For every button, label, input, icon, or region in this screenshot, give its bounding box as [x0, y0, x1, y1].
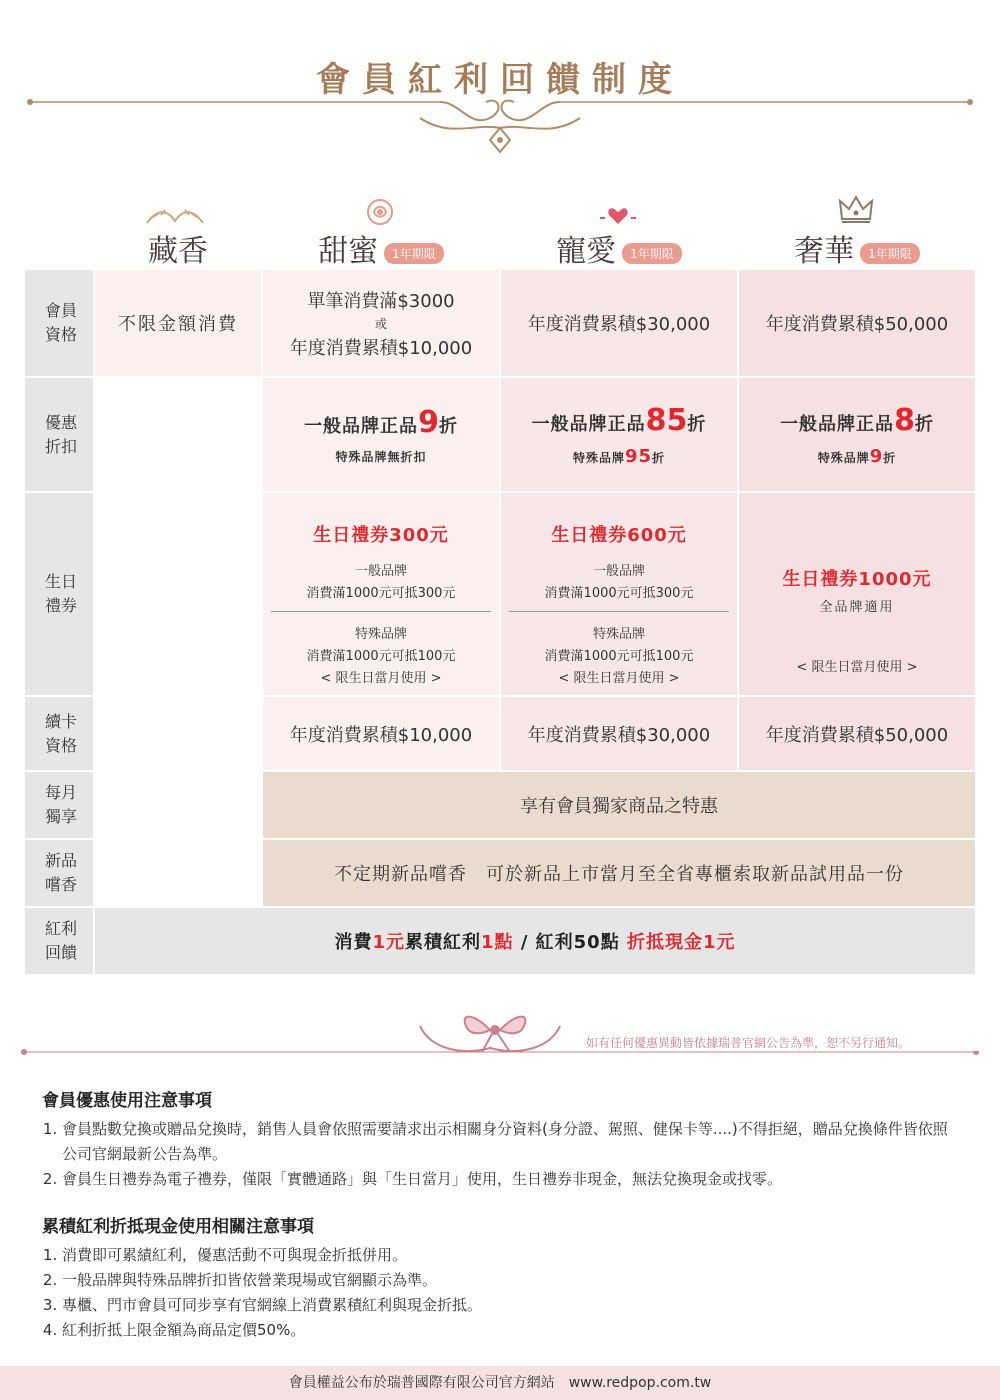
- birthday-tier3: [739, 493, 975, 695]
- cell-text: 折: [652, 450, 666, 465]
- period-badge: 1年期限: [860, 243, 920, 264]
- footer: [0, 1366, 1000, 1400]
- discount-number: 95: [624, 445, 653, 467]
- cell-text: 消費滿1000元可抵100元: [306, 649, 456, 664]
- list-item: 2. 會員生日禮券為電子禮券，僅限「實體通路」與「生日當月」使用，生日禮券非現金，無法兌換現金或找零。: [62, 1167, 962, 1192]
- or-text: 或: [374, 316, 387, 331]
- list-item: 1. 會員點數兌換或贈品兌換時，銷售人員會依照需要請求出示相關身分資料(身分證、駕照、健保卡等....)不得拒絕，贈品兌換條件皆依照公司官網最新公告為準。: [62, 1117, 962, 1167]
- tier-label: 寵愛: [556, 234, 617, 269]
- row-label-text: 續卡資格: [44, 711, 77, 755]
- cell-text: 年度消費累積$10,000: [289, 724, 473, 746]
- notes-section-1: [42, 1086, 962, 1192]
- cell-text: 一般品牌正品: [780, 413, 895, 435]
- title-ornament: [20, 88, 980, 168]
- cell-text: 折: [438, 415, 458, 437]
- row-label-bonus: [25, 908, 93, 974]
- tier-label: 藏香: [148, 234, 208, 269]
- cell-text: 累積紅利: [405, 932, 482, 953]
- heart-icon: [598, 204, 638, 228]
- monthly-exclusive: [263, 772, 975, 838]
- row-label-monthly: [25, 772, 93, 838]
- cell-text: 年度消費累積$50,000: [765, 314, 949, 335]
- discount-sub: [818, 446, 897, 467]
- discount-tier2: [501, 378, 737, 491]
- cell-text: 年度消費累積$30,000: [527, 314, 711, 335]
- discount-number: 9: [869, 445, 884, 467]
- cell-text: 折: [883, 450, 897, 465]
- new-product-trial: [263, 840, 975, 906]
- row-label-text: 生日禮券: [44, 572, 77, 615]
- cell-text: < 限生日當月使用 >: [558, 671, 680, 686]
- cell-text: 一般品牌: [354, 564, 407, 579]
- renewal-tier1: [263, 697, 499, 770]
- cell-text: 折: [914, 413, 934, 435]
- rose-icon: [366, 198, 394, 226]
- membership-tier2: [501, 270, 737, 376]
- discount-sub: [573, 446, 665, 467]
- row-label-text: 新品嚐香: [44, 851, 77, 894]
- cell-text: 消費: [334, 932, 373, 953]
- footer-text: 會員權益公布於瑞普國際有限公司官方網站 www.redpop.com.tw: [288, 1375, 712, 1391]
- period-badge: 1年期限: [384, 243, 444, 264]
- page-title: 會員紅利回饋制度: [316, 60, 684, 100]
- cell-text: 一般品牌正品: [304, 415, 419, 437]
- birthday-tier2: [501, 493, 737, 695]
- cell-text: / 紅利50點: [513, 932, 620, 953]
- membership-tier0: [95, 270, 261, 376]
- cell-text: 全品牌適用: [819, 600, 895, 615]
- cell-text: 不限金額消費: [118, 314, 238, 335]
- tier-name-1: [263, 226, 499, 270]
- discount-tier3: [739, 378, 975, 491]
- tier-label: 甜蜜: [318, 234, 379, 269]
- cell-text: 消費滿1000元可抵100元: [544, 649, 694, 664]
- cell-text: 年度消費累積$50,000: [765, 724, 949, 746]
- birthday-voucher-title: 生日禮券300元: [313, 525, 449, 546]
- notes-title: 累積紅利折抵現金使用相關注意事項: [42, 1217, 314, 1237]
- tier-label: 奢華: [794, 234, 855, 269]
- period-badge: 1年期限: [622, 243, 682, 264]
- cell-text: < 限生日當月使用 >: [320, 671, 442, 686]
- highlight-text: 1元: [372, 932, 406, 953]
- cell-text: 一般品牌: [592, 564, 645, 579]
- birthday-voucher-title: 生日禮券1000元: [782, 569, 932, 590]
- crown-icon: [838, 193, 874, 225]
- birthday-tier1: [263, 493, 499, 695]
- row-label-discount: [25, 378, 93, 491]
- highlight-text: 1點: [481, 932, 514, 953]
- cell-text: 特殊品牌: [572, 450, 625, 465]
- wheat-icon: [145, 205, 205, 227]
- list-item: 1. 消費即可累績紅利，優惠活動不可與現金折抵併用。: [62, 1243, 962, 1268]
- notes-section-2: [42, 1212, 962, 1343]
- row-label-newproduct: [25, 840, 93, 906]
- row-label-text: 優惠折扣: [44, 412, 77, 456]
- discount-number: 85: [645, 402, 688, 438]
- row-label-birthday: [25, 493, 93, 695]
- renewal-tier2: [501, 697, 737, 770]
- tier-name-3: [739, 226, 975, 270]
- row-label-text: 紅利回饋: [44, 919, 77, 962]
- bonus-points: [95, 908, 975, 974]
- cell-text: 年度消費累積$10,000: [289, 337, 473, 359]
- tier-name-0: [95, 226, 261, 270]
- tier-name-2: [501, 226, 737, 270]
- discount-tier1: [263, 378, 499, 491]
- cell-text: 年度消費累積$30,000: [527, 724, 711, 746]
- cell-text: 特殊品牌: [592, 627, 645, 642]
- cell-text: 享有會員獨家商品之特惠: [520, 796, 718, 817]
- row-label-text: 每月獨享: [44, 783, 77, 826]
- birthday-voucher-title: 生日禮券600元: [551, 525, 687, 546]
- row-label-membership: [25, 270, 93, 376]
- highlight-text: 折抵現金1元: [626, 932, 736, 953]
- discount-sub: 特殊品牌無折扣: [335, 449, 427, 464]
- row-label-renewal: [25, 697, 93, 770]
- discount-number: 9: [418, 404, 439, 440]
- notes-title: 會員優惠使用注意事項: [42, 1091, 212, 1111]
- membership-tier1: [263, 270, 499, 376]
- membership-tier3: [739, 270, 975, 376]
- cell-text: 折: [687, 413, 707, 435]
- cell-text: 一般品牌正品: [531, 413, 646, 435]
- cell-text: 單筆消費滿$3000: [307, 290, 455, 312]
- divider: [271, 611, 491, 612]
- cell-text: 特殊品牌: [817, 450, 870, 465]
- renewal-tier3: [739, 697, 975, 770]
- list-item: 2. 一般品牌與特殊品牌折扣皆依營業現場或官網顯示為準。: [62, 1268, 962, 1293]
- cell-text: 不定期新品嚐香 可於新品上市當月至全省專櫃索取新品試用品一份: [334, 864, 904, 885]
- cell-text: 消費滿1000元可抵300元: [544, 586, 694, 601]
- cell-text: < 限生日當月使用 >: [796, 660, 918, 675]
- divider: [509, 611, 729, 612]
- discount-number: 8: [894, 402, 915, 438]
- list-item: 3. 專櫃、門市會員可同步享有官網線上消費累積紅利與現金折抵。: [62, 1293, 962, 1318]
- cell-text: 特殊品牌: [354, 627, 407, 642]
- row-label-text: 會員資格: [44, 301, 77, 344]
- cell-text: 消費滿1000元可抵300元: [306, 586, 456, 601]
- list-item: 4. 紅利折抵上限金額為商品定價50%。: [62, 1318, 962, 1343]
- notice-text: 如有任何優惠異動皆依據瑞普官網公告為準，恕不另行通知。: [580, 1034, 980, 1051]
